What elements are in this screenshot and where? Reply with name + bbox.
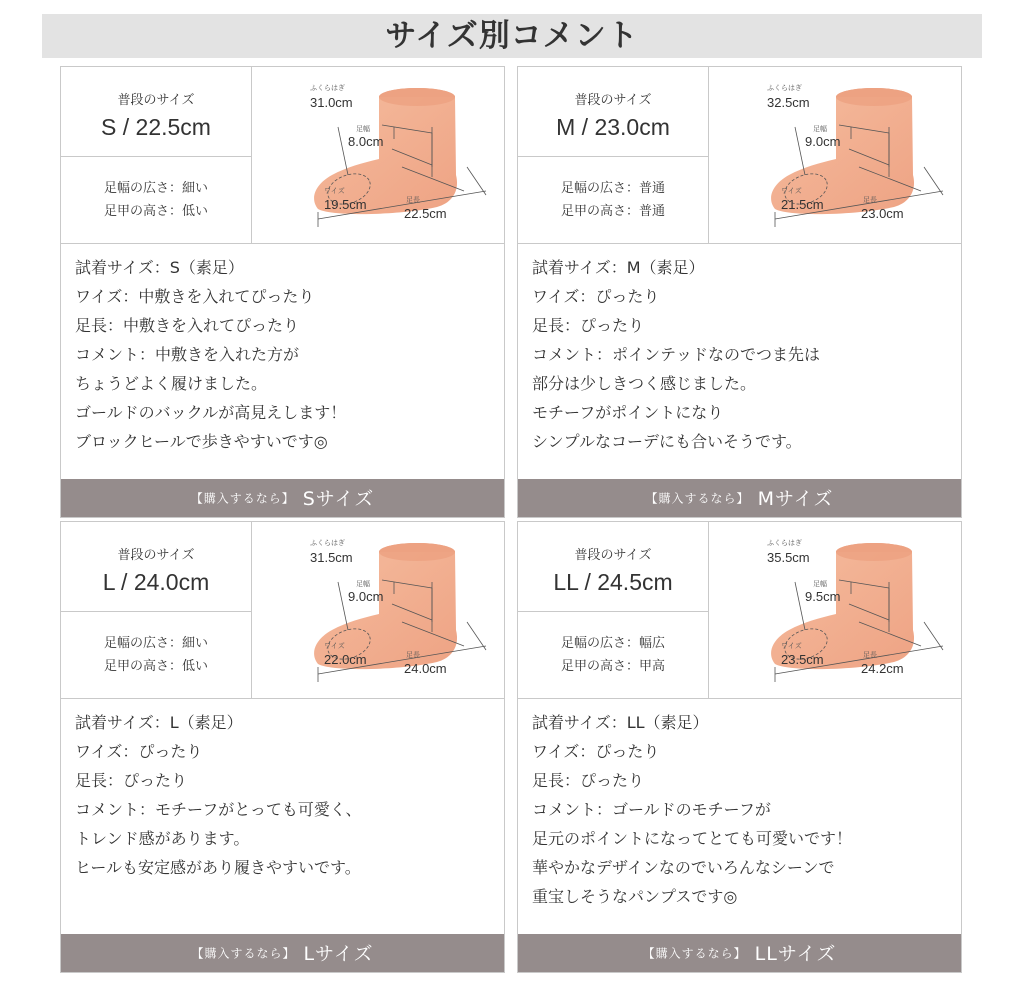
card-header [518, 522, 961, 699]
comment-line: 華やかなデザインなのでいろんなシーンで [532, 858, 835, 877]
comment-line: ワイズ：ぴったり [532, 287, 660, 306]
buy-prefix: 【購入するなら】 [190, 491, 295, 506]
calf-value: 35.5cm [767, 550, 810, 565]
usual-size-label: 普段のサイズ [574, 548, 652, 563]
buy-prefix: 【購入するなら】 [191, 946, 296, 961]
size-info [518, 522, 709, 698]
instep-trait: 足甲の高さ：低い [103, 659, 208, 674]
comment-line: コメント：モチーフがとっても可愛く、 [75, 800, 362, 819]
foot-illustration [252, 67, 504, 243]
comment-line: 足長：ぴったり [75, 771, 188, 790]
usual-size-box [61, 522, 251, 612]
wise-value: 19.5cm [324, 197, 367, 212]
foot-width-label: 足幅 [356, 581, 370, 588]
trial-comment [532, 253, 952, 456]
comment-line: 足長：ぴったり [532, 771, 645, 790]
foot-width-value: 8.0cm [348, 134, 384, 149]
usual-size-label: 普段のサイズ [117, 548, 195, 563]
comment-line: 部分は少しきつく感じました。 [532, 374, 757, 393]
width-trait: 足幅の広さ：細い [103, 636, 208, 651]
foot-width-label: 足幅 [813, 581, 827, 588]
size-card [60, 66, 505, 518]
comment-line: 重宝しそうなパンプスです◎ [532, 887, 738, 906]
length-value: 24.0cm [404, 661, 447, 676]
foot-width-value: 9.5cm [805, 589, 841, 604]
wise-label: ワイズ [324, 643, 345, 650]
comment-line: シンプルなコーデにも合いそうです。 [532, 432, 802, 451]
foot-measurements [252, 67, 504, 243]
wise-value: 22.0cm [324, 652, 367, 667]
comment-line: 試着サイズ：M（素足） [532, 258, 705, 277]
instep-trait: 足甲の高さ：低い [103, 204, 208, 219]
trial-comment [532, 708, 952, 911]
buy-size: Sサイズ [302, 487, 375, 510]
size-info [518, 67, 709, 243]
usual-size-box [518, 522, 708, 612]
section-title-bar [42, 14, 982, 58]
comment-line: 試着サイズ：L（素足） [75, 713, 243, 732]
usual-size-value: M / 23.0cm [556, 114, 670, 140]
usual-size-value: L / 24.0cm [102, 569, 210, 595]
section-title: サイズ別コメント [385, 18, 639, 54]
comment-line: 試着サイズ：S（素足） [75, 258, 244, 277]
foot-width-label: 足幅 [813, 126, 827, 133]
wise-label: ワイズ [781, 188, 802, 195]
calf-value: 32.5cm [767, 95, 810, 110]
wise-label: ワイズ [781, 643, 802, 650]
calf-value: 31.0cm [310, 95, 353, 110]
foot-width-label: 足幅 [356, 126, 370, 133]
comment-line: ゴールドのバックルが高見えします！ [75, 403, 347, 422]
instep-trait: 足甲の高さ：普通 [560, 204, 665, 219]
buy-size-bar[interactable] [518, 479, 961, 517]
foot-width-value: 9.0cm [805, 134, 841, 149]
calf-label: ふくらはぎ [310, 85, 345, 92]
comment-line: モチーフがポイントになり [532, 403, 724, 422]
usual-size-value: LL / 24.5cm [553, 569, 673, 595]
buy-size: Mサイズ [757, 487, 834, 510]
foot-traits [518, 612, 708, 698]
wise-value: 23.5cm [781, 652, 824, 667]
comment-line: 試着サイズ：LL（素足） [532, 713, 709, 732]
length-label: 足長 [406, 652, 420, 659]
foot-traits [518, 157, 708, 243]
length-label: 足長 [863, 652, 877, 659]
comment-line: コメント：中敷きを入れた方が [75, 345, 300, 364]
buy-prefix: 【購入するなら】 [645, 491, 750, 506]
foot-measurements [252, 522, 504, 698]
width-trait: 足幅の広さ：普通 [560, 181, 665, 196]
foot-illustration [709, 67, 961, 243]
width-trait: 足幅の広さ：細い [103, 181, 208, 196]
length-value: 24.2cm [861, 661, 904, 676]
comment-line: 足長：中敷きを入れてぴったり [75, 316, 300, 335]
instep-trait: 足甲の高さ：甲高 [560, 659, 665, 674]
foot-traits [61, 157, 251, 243]
foot-width-value: 9.0cm [348, 589, 384, 604]
buy-size-bar[interactable] [518, 934, 961, 972]
size-info [61, 522, 252, 698]
buy-size: Lサイズ [303, 942, 374, 965]
length-value: 22.5cm [404, 206, 447, 221]
comment-line: ワイズ：中敷きを入れてぴったり [75, 287, 315, 306]
comment-line: コメント：ポインテッドなのでつま先は [532, 345, 821, 364]
length-value: 23.0cm [861, 206, 904, 221]
card-header [61, 67, 504, 244]
foot-illustration [252, 522, 504, 698]
buy-size: LLサイズ [754, 942, 837, 965]
size-card [60, 521, 505, 973]
calf-label: ふくらはぎ [767, 85, 802, 92]
comment-line: ヒールも安定感があり履きやすいです。 [75, 858, 361, 877]
foot-illustration [709, 522, 961, 698]
comment-line: ちょうどよく履けました。 [75, 374, 268, 393]
trial-comment [75, 253, 495, 456]
comment-line: ワイズ：ぴったり [532, 742, 660, 761]
size-card [517, 521, 962, 973]
length-label: 足長 [863, 197, 877, 204]
comment-line: ワイズ：ぴったり [75, 742, 203, 761]
buy-prefix: 【購入するなら】 [642, 946, 747, 961]
calf-label: ふくらはぎ [767, 540, 802, 547]
card-header [61, 522, 504, 699]
foot-measurements [709, 67, 961, 243]
comment-line: トレンド感があります。 [75, 829, 250, 848]
comment-line: 足長：ぴったり [532, 316, 645, 335]
usual-size-box [518, 67, 708, 157]
buy-size-bar[interactable] [61, 479, 504, 517]
calf-label: ふくらはぎ [310, 540, 345, 547]
length-label: 足長 [406, 197, 420, 204]
comment-line: ブロックヒールで歩きやすいです◎ [75, 432, 328, 451]
buy-size-bar[interactable] [61, 934, 504, 972]
usual-size-label: 普段のサイズ [117, 93, 195, 108]
foot-traits [61, 612, 251, 698]
usual-size-value: S / 22.5cm [101, 114, 211, 140]
size-info [61, 67, 252, 243]
comment-line: 足元のポイントになってとても可愛いです！ [532, 829, 853, 848]
comment-line: コメント：ゴールドのモチーフが [532, 800, 771, 819]
card-header [518, 67, 961, 244]
foot-measurements [709, 522, 961, 698]
usual-size-box [61, 67, 251, 157]
width-trait: 足幅の広さ：幅広 [560, 636, 665, 651]
trial-comment [75, 708, 495, 882]
usual-size-label: 普段のサイズ [574, 93, 652, 108]
calf-value: 31.5cm [310, 550, 353, 565]
wise-label: ワイズ [324, 188, 345, 195]
size-card [517, 66, 962, 518]
wise-value: 21.5cm [781, 197, 824, 212]
